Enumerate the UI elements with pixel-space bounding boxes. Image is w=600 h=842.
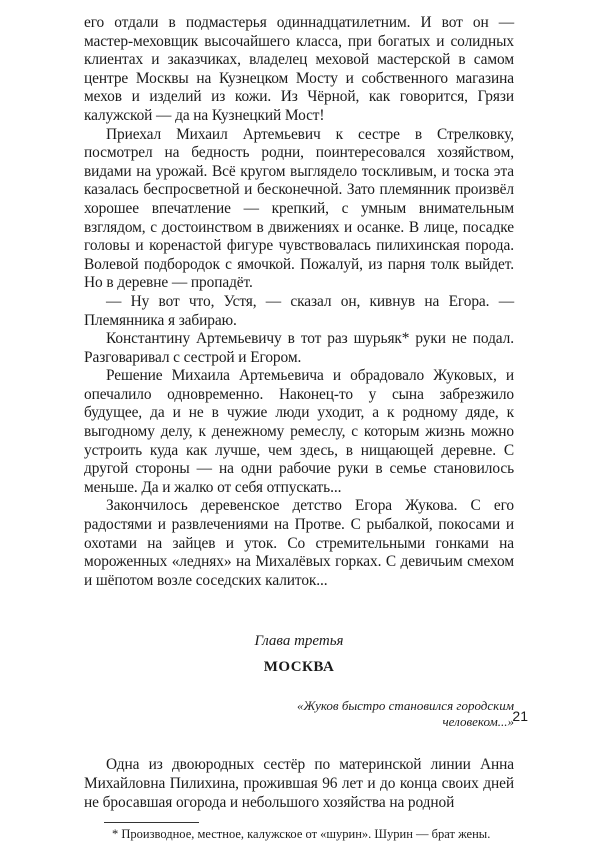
- paragraph: Одна из двоюродных сестёр по материнской линии Анна Михайловна Пилихина, прожившая 96 лет и до конца своих дней не бросавшая огорода и небольшого хозяйства на родной: [84, 756, 514, 811]
- book-page: [84, 14, 514, 842]
- paragraph: — Ну вот что, Устя, — сказал он, кивнув на Егора. — Племянника я забираю.: [84, 292, 514, 329]
- chapter-body: [84, 756, 514, 812]
- footnote: * Производное, местное, калужское от «шурин». Шурин — брат жены.: [112, 827, 491, 842]
- paragraph: его отдали в подмастерья одиннадцатилетним. И вот он — мастер-меховщик высочайшего класса, при богатых и солидных клиентах и заказчиках, владелец меховой мастерской в самом центре Москвы на Кузнецком Мосту и собственного магазина мехов и изделий из кожи. Из Чёрной, как говорится, Грязи калужской — да на Кузнецкий Мост!: [84, 14, 514, 124]
- paragraph: Закончилось деревенское детство Егора Жукова. С его радостями и развлечениями на Протве. С рыбалкой, покосами и охотами на зайцев и уток. Со стремительными гонками на мороженных «леднях» на Михалёвых горках. С девичьим смехом и шёпотом возле соседских калиток...: [84, 497, 514, 589]
- page-number: 21: [512, 708, 528, 724]
- paragraph: Константину Артемьевичу в тот раз шурьяк* руки не подал. Разговаривал с сестрой и Егором.: [84, 330, 514, 366]
- paragraph: Решение Михаила Артемьевича и обрадовало Жуковых, и опечалило одновременно. Наконец-то у сына забрезжило будущее, да и не в чужие люди уходит, а к родному дяде, к выгодному делу, к денежному ремеслу, с которым жизнь можно устроить куда как лучше, чем здесь, в нищающей деревне. С другой стороны — на одни рабочие руки в семье становилось меньше. Да и жалко от себя отпускать...: [84, 367, 514, 496]
- footnote-divider: [104, 822, 199, 823]
- chapter-title: МОСКВА: [263, 659, 335, 676]
- chapter-label: Глава третья: [254, 633, 344, 650]
- epigraph: «Жуков быстро становился городским человеком...»: [297, 698, 514, 730]
- paragraph: Приехал Михаил Артемьевич к сестре в Стрелковку, посмотрел на бедность родни, поинтересовался хозяйством, видами на урожай. Всё кругом выглядело тоскливым, и тоска эта казалась беспросветной и бесконечной. Зато племянник произвёл хорошее впечатление — крепкий, с умным внимательным взглядом, с достоинством в движениях и осанке. В лице, посадке головы и коренастой фигуре чувствовалась пилихинская порода. Волевой подбородок с ямочкой. Пожалуй, из парня толк выйдет. Но в деревне — пропадёт.: [84, 125, 514, 292]
- body-text: [84, 14, 514, 590]
